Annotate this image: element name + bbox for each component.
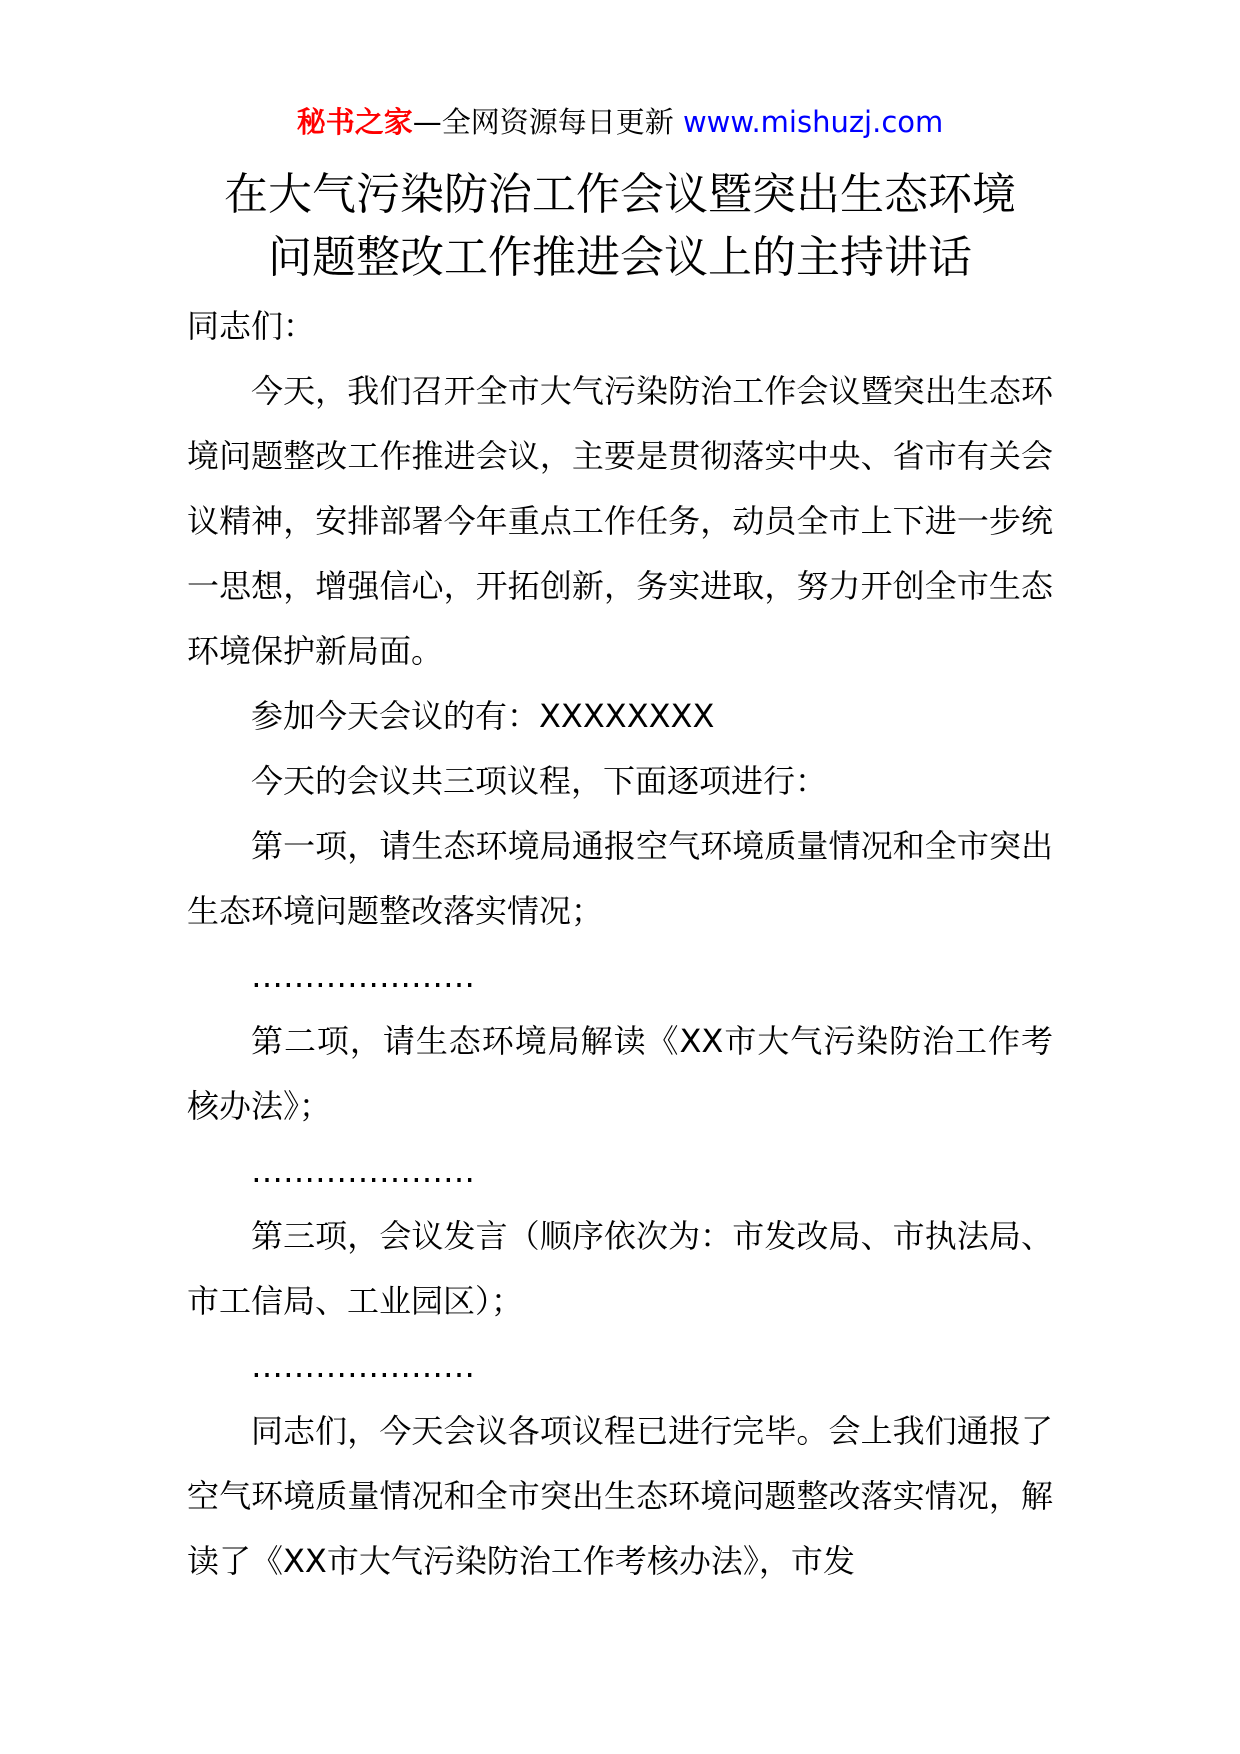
ellipsis-3: ………………… <box>251 1347 475 1385</box>
brand-name: 秘书之家 <box>296 105 413 139</box>
ellipsis-1: ………………… <box>251 957 475 995</box>
paragraph-opening: 今天，我们召开全市大气污染防治工作会议暨突出生态环境问题整改工作推进会议，主要是贯彻落实中央、省市有关会议精神，安排部署今年重点工作任务，动员全市上下进一步统一思想，增强信心，开拓创新，务实进取，努力开创全市生态环境保护新局面。 <box>187 372 1053 670</box>
document-title <box>120 163 1120 289</box>
site-url-link[interactable]: www.mishuzj.com <box>682 105 944 139</box>
site-header <box>0 100 1240 144</box>
paragraph-item-3: 第三项，会议发言（顺序依次为：市发改局、市执法局、市工信局、工业园区）； <box>187 1217 1053 1320</box>
paragraph-agenda-intro: 今天的会议共三项议程，下面逐项进行： <box>251 762 828 800</box>
header-slogan: —全网资源每日更新 <box>412 105 683 139</box>
paragraph-attendees: 参加今天会议的有：XXXXXXXX <box>251 697 715 735</box>
title-line-2: 问题整改工作推进会议上的主持讲话 <box>268 232 972 283</box>
document-body <box>187 294 1053 1594</box>
salutation: 同志们： <box>187 307 316 345</box>
ellipsis-2: ………………… <box>251 1152 475 1190</box>
paragraph-closing: 同志们，今天会议各项议程已进行完毕。会上我们通报了空气环境质量情况和全市突出生态环境问题整改落实情况，解读了《XX市大气污染防治工作考核办法》，市发 <box>187 1412 1053 1580</box>
paragraph-item-1: 第一项，请生态环境局通报空气环境质量情况和全市突出生态环境问题整改落实情况； <box>187 827 1053 930</box>
paragraph-item-2: 第二项，请生态环境局解读《XX市大气污染防治工作考核办法》； <box>187 1022 1053 1125</box>
title-line-1: 在大气污染防治工作会议暨突出生态环境 <box>224 169 1016 220</box>
